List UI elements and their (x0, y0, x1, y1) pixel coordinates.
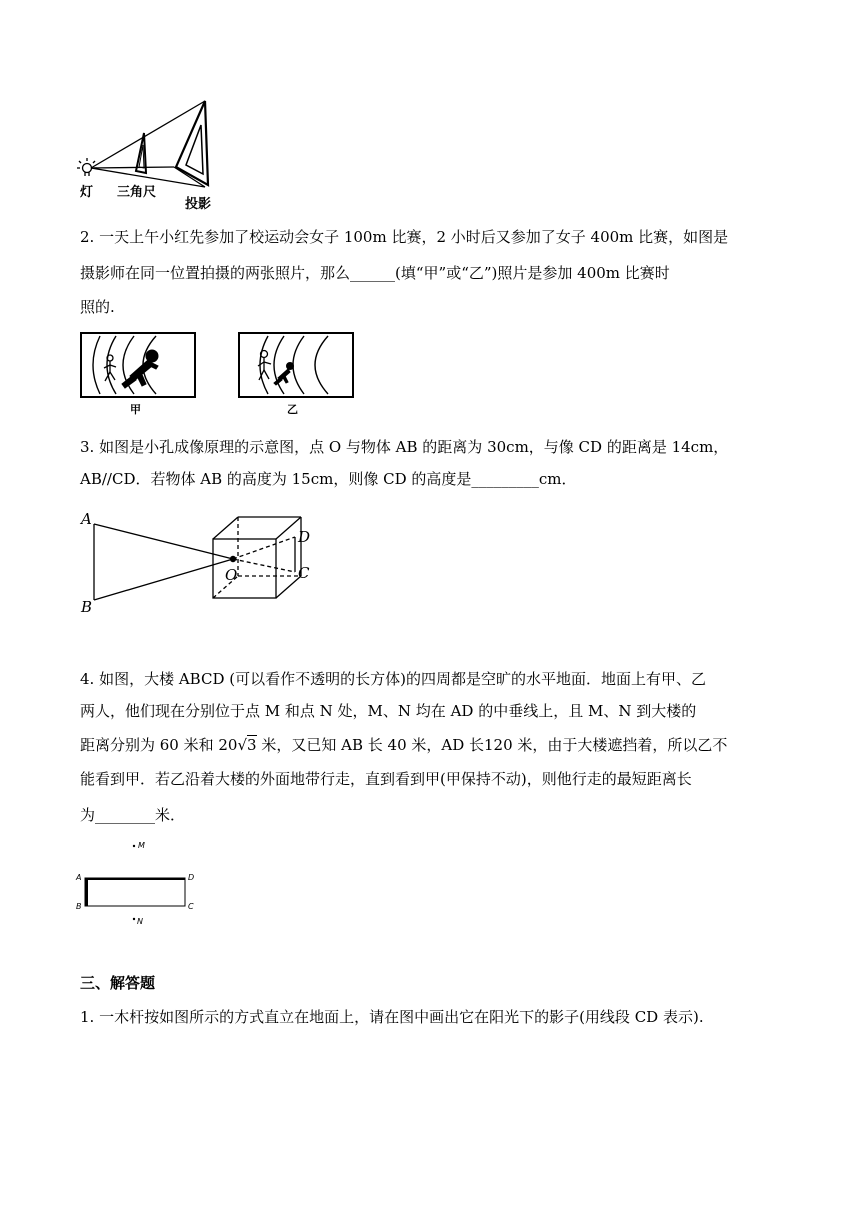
q4-line-3-start: 距离分别为 60 米和 20 (80, 736, 238, 754)
point-d-label: D (298, 528, 311, 546)
section-3-title: 三、解答题 (80, 974, 156, 992)
corner-a-label: A (76, 873, 82, 882)
q4-line-3 (80, 734, 727, 756)
point-c-label: C (298, 564, 310, 582)
q4-line-3-end: 米，又已知 AB 长 40 米，AD 长120 米，由于大楼遮挡着，所以乙不 (256, 736, 728, 754)
projection-label: 投影 (185, 197, 212, 212)
corner-d-label: D (188, 873, 195, 882)
pinhole-camera-figure (76, 508, 332, 620)
q3-line-1: 3. 如图是小孔成像原理的示意图，点 O 与物体 AB 的距离为 30cm，与像 CD 的距离是 14cm， (80, 438, 729, 456)
q4-line-1: 4. 如图，大楼 ABCD (可以看作不透明的长方体)的四周都是空旷的水平地面．地面上有甲、乙 (80, 670, 706, 688)
q2-line-3: 照的. (80, 298, 115, 316)
point-m-label: M (138, 841, 145, 850)
q3-line-2: AB//CD．若物体 AB 的高度为 15cm，则像 CD 的高度是_________cm． (80, 470, 577, 488)
point-o-label: O (225, 566, 238, 584)
photo-yi-figure (238, 332, 358, 420)
point-b-label: B (81, 598, 93, 616)
point-n-label: N (137, 917, 143, 926)
building-figure (72, 836, 202, 930)
q2-line-2: 摄影师在同一位置拍摄的两张照片，那么______(填“甲”或“乙”)照片是参加 400m 比赛时 (80, 264, 670, 282)
q2-line-1: 2. 一天上午小红先参加了校运动会女子 100m 比赛，2 小时后又参加了女子 400m 比赛，如图是 (80, 228, 729, 246)
lamp-triangle-projection-figure (70, 95, 230, 213)
triangle-ruler-label: 三角尺 (117, 185, 157, 200)
corner-b-label: B (76, 902, 82, 911)
lamp-label: 灯 (80, 185, 94, 200)
building-rect (85, 878, 185, 906)
q4-line-4: 能看到甲．若乙沿着大楼的外面地带行走，直到看到甲(甲保持不动)，则他行走的最短距离长 (80, 770, 692, 788)
point-a-label: A (81, 510, 92, 528)
pinhole-point (230, 556, 236, 562)
lamp-icon (83, 164, 92, 173)
corner-c-label: C (188, 902, 194, 911)
q4-line-5: 为________米． (80, 806, 186, 824)
sqrt-symbol: √ (237, 736, 248, 754)
q4-line-2: 两人，他们现在分别位于点 M 和点 N 处，M、N 均在 AD 的中垂线上，且 M、N 到大楼的 (80, 702, 697, 720)
photo-jia-label: 甲 (130, 403, 141, 416)
section-3-question-1: 1. 一木杆按如图所示的方式直立在地面上，请在图中画出它在阳光下的影子(用线段 CD 表示). (80, 1008, 704, 1026)
sqrt-radicand: 3 (247, 736, 257, 754)
photo-jia-figure (80, 332, 200, 420)
photo-yi-label: 乙 (287, 403, 298, 416)
